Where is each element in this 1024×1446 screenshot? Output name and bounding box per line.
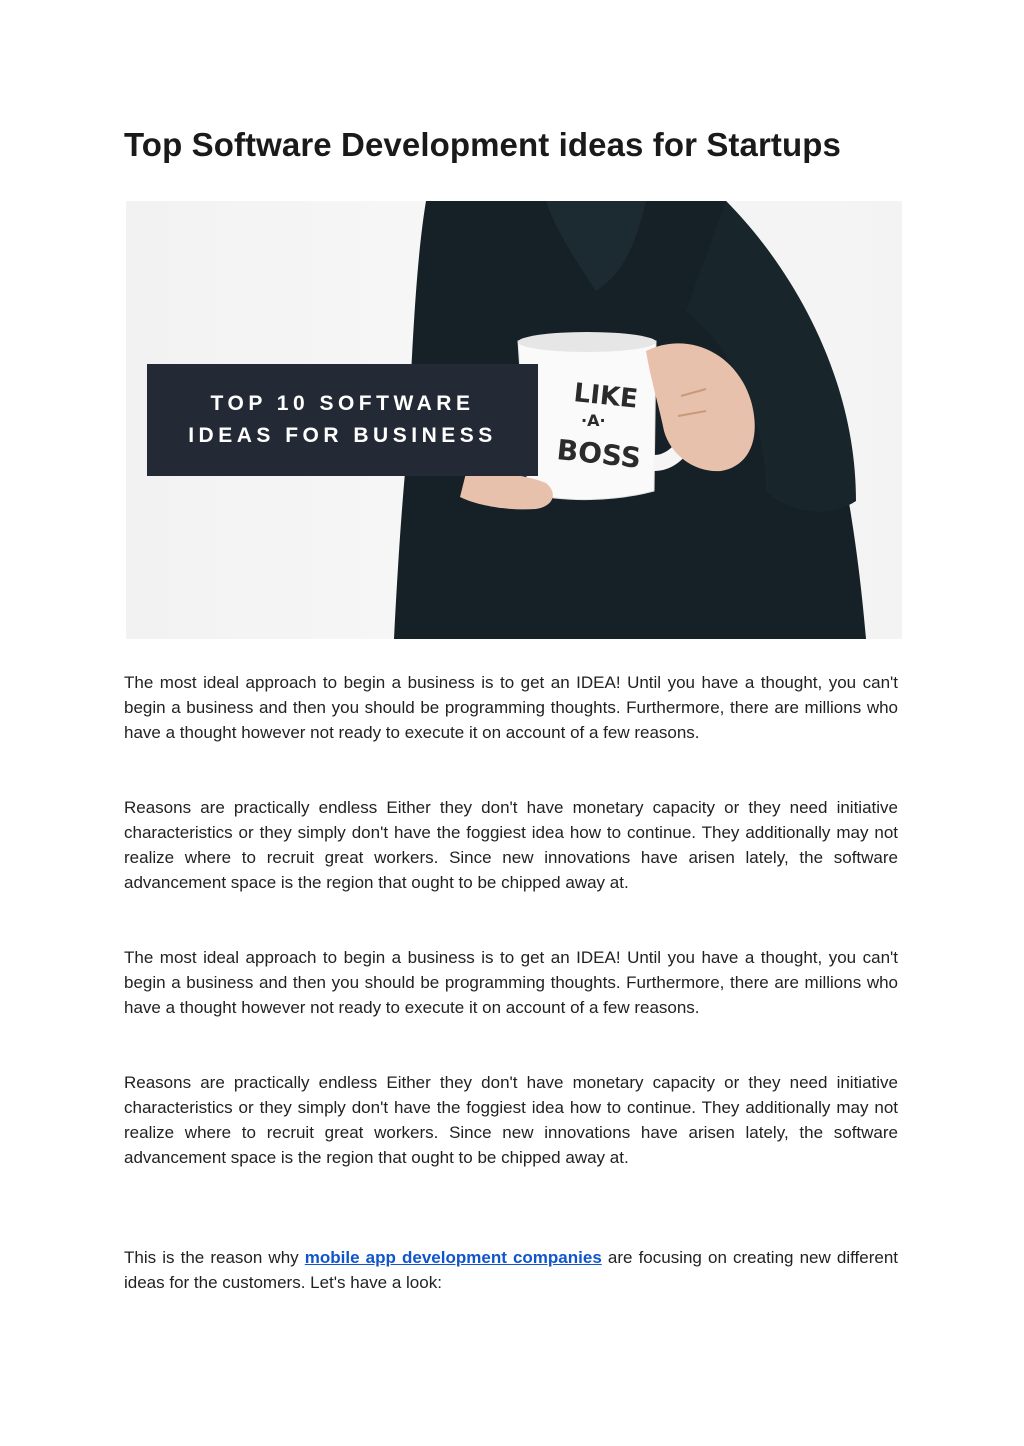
hero-image	[126, 201, 902, 639]
closing-text-after-link: are focusing on creating new different ideas for the customers. Let's have a look:	[124, 1248, 899, 1292]
mug-rim	[518, 332, 656, 352]
body-paragraph-4: Reasons are practically endless Either they don't have monetary capacity or they need initiative characteristics or they simply don't have the foggiest idea how to continue. They additionally may not realize where to recruit great workers. Since new innovations have arisen lately, the software advancement space is the region that ought to be chipped away at.	[124, 1073, 898, 1167]
document-title: Top Software Development ideas for Startups	[124, 126, 841, 163]
closing-text-before-link: This is the reason why	[124, 1248, 305, 1267]
mug-text-boss: BOSS	[555, 433, 643, 475]
title-banner	[147, 364, 538, 476]
mobile-app-development-link[interactable]: mobile app development companies	[304, 1248, 602, 1267]
mug-text-like: LIKE	[572, 378, 640, 415]
banner-line-2: IDEAS FOR BUSINESS	[188, 424, 497, 447]
body-paragraph-3: The most ideal approach to begin a business is to get an IDEA! Until you have a thought, you can't begin a business and then you should be programming thoughts. Furthermore, there are millions who have a thought however not ready to execute it on account of a few reasons.	[124, 948, 898, 1017]
body-paragraph-2: Reasons are practically endless Either they don't have monetary capacity or they need initiative characteristics or they simply don't have the foggiest idea how to continue. They additionally may not realize where to recruit great workers. Since new innovations have arisen lately, the software advancement space is the region that ought to be chipped away at.	[124, 798, 898, 892]
closing-paragraph	[124, 1245, 898, 1295]
banner-line-1: TOP 10 SOFTWARE	[210, 392, 475, 415]
mug-text-a: ·A·	[581, 411, 606, 430]
body-paragraph-1: The most ideal approach to begin a business is to get an IDEA! Until you have a thought, you can't begin a business and then you should be programming thoughts. Furthermore, there are millions who have a thought however not ready to execute it on account of a few reasons.	[124, 673, 898, 742]
